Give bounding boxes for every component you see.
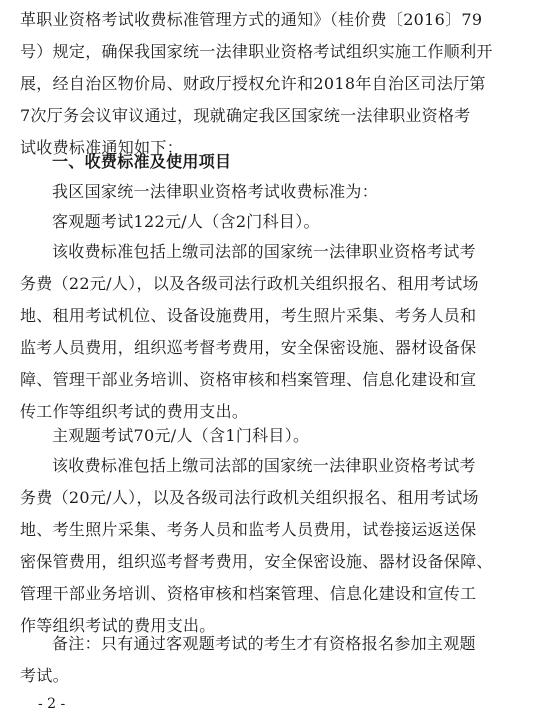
subjective-fee-details: 该收费标准包括上缴司法部的国家统一法律职业资格考试考 务费（20元/人），以及各级司法行政机关组织报名、租用考试场 地、考生照片采集、考务人员和监考人员费用，试卷接运返送保 密保管费用，组织巡考督考费用，安全保密设施、器材设备保障、 管理干部业务培训、资格审核和档案管理、信息化建设和宣传工 作等组织考试的费用支出。 [20,456,493,635]
objective-exam-fee: 客观题考试122元/人（含2门科目）。 [52,212,320,231]
section-heading: 一、收费标准及使用项目 [52,152,232,171]
remark-paragraph: 备注：只有通过客观题考试的考生才有资格报名参加主观题 考试。 [20,634,476,685]
objective-fee-details: 该收费标准包括上缴司法部的国家统一法律职业资格考试考 务费（22元/人），以及各级司法行政机关组织报名、租用考试场 地、租用考试机位、设备设施费用，考生照片采集、考务人员和 监考人员费用，组织巡考督考费用，安全保密设施、器材设备保 障、管理干部业务培训、资格审核和档案管理、信息化建设和宣 传工作等组织考试的费用支出。 [20,242,479,421]
page-number: - 2 - [38,696,66,712]
fee-standard-intro: 我区国家统一法律职业资格考试收费标准为： [52,182,379,201]
subjective-exam-fee: 主观题考试70元/人（含1门科目）。 [52,426,310,445]
intro-paragraph: 革职业资格考试收费标准管理方式的通知》（桂价费〔2016〕79 号）规定，确保我国家统一法律职业资格考试组织实施工作顺利开 展，经自治区物价局、财政厅授权允许和2018年自治区司法厅第 7次厅务会议审议通过，现就确定我区国家统一法律职业资格考 试收费标准通知如下： [20,10,493,157]
